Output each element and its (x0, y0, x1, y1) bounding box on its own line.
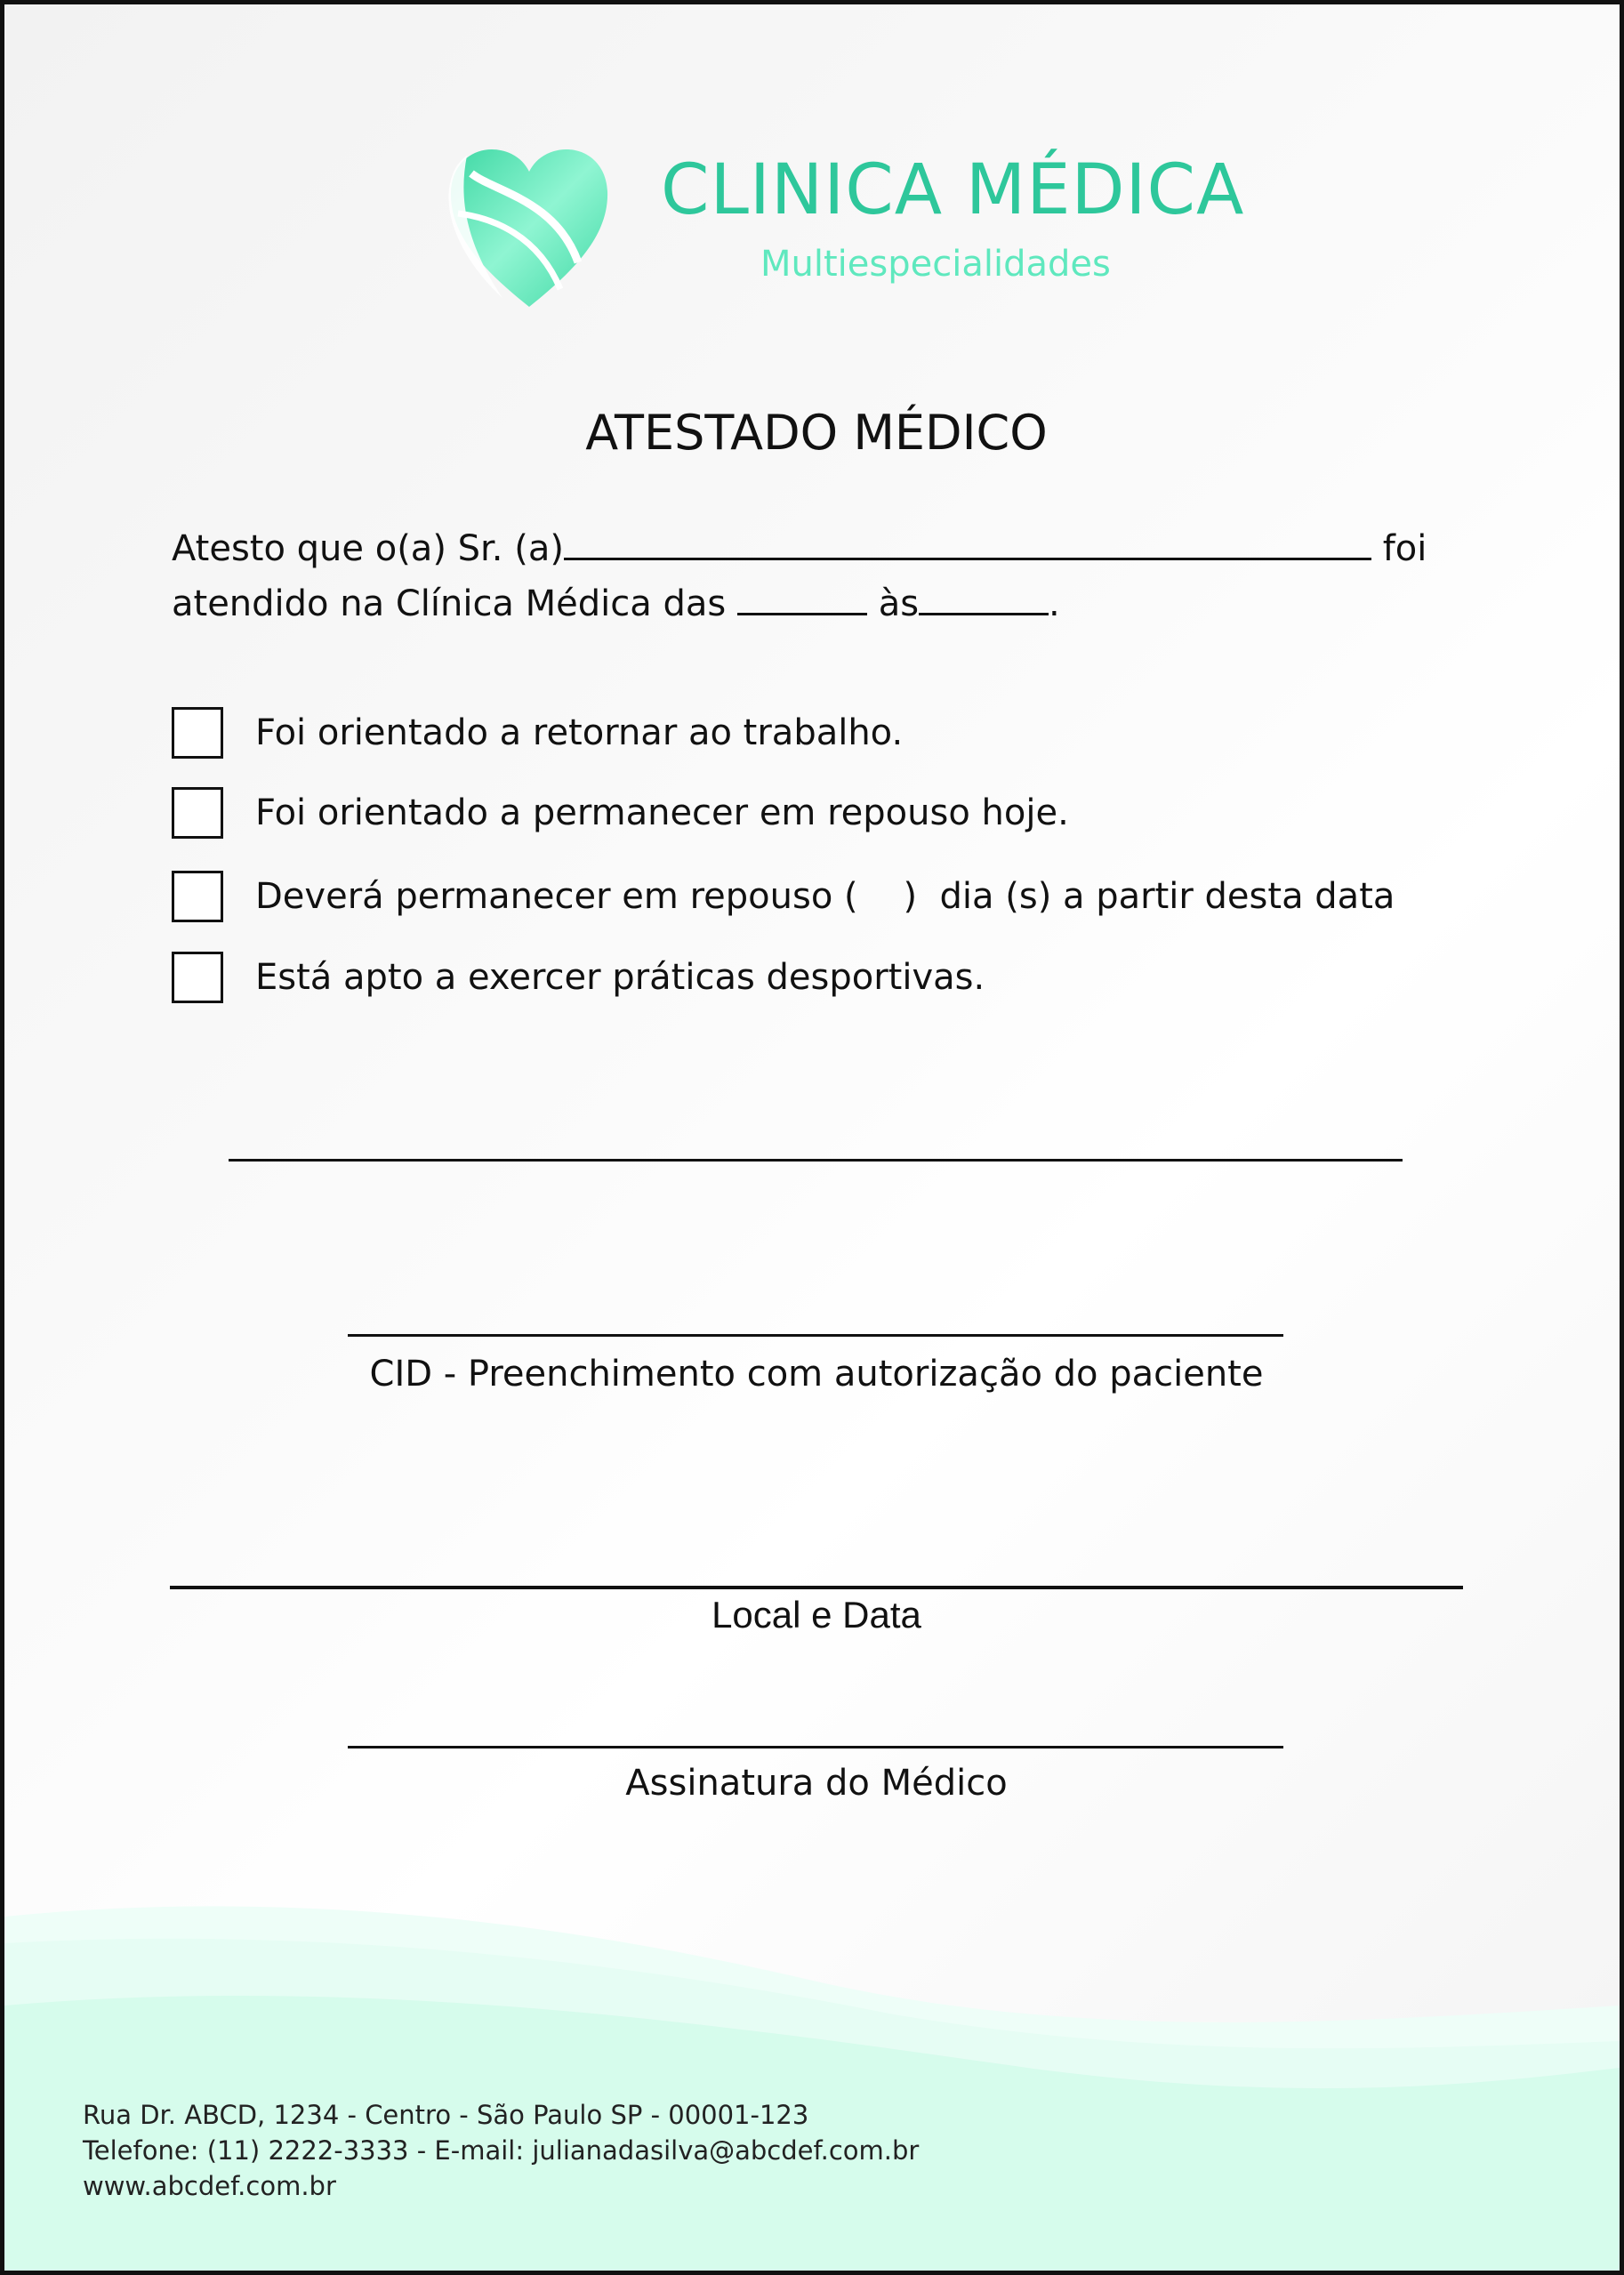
footer-address: Rua Dr. ABCD, 1234 - Centro - São Paulo SP - 00001-123 (83, 2100, 809, 2130)
signature-line[interactable] (348, 1746, 1283, 1748)
attest-line-2-end: . (1049, 583, 1060, 624)
attest-line-1 (172, 527, 1427, 567)
checkbox-label: Foi orientado a permanecer em repouso hoje. (255, 792, 1069, 833)
attest-line-2-mid: às (878, 583, 920, 624)
local-date-line[interactable] (170, 1586, 1463, 1589)
checkbox-row (172, 868, 1395, 925)
sports-fit-checkbox[interactable] (172, 952, 223, 1003)
local-date-caption: Local e Data (712, 1594, 921, 1636)
return-to-work-checkbox[interactable] (172, 707, 223, 759)
end-time-blank[interactable] (919, 583, 1049, 615)
footer-website[interactable]: www.abcdef.com.br (83, 2171, 336, 2201)
rest-today-checkbox[interactable] (172, 787, 223, 839)
observation-line[interactable] (229, 1159, 1403, 1162)
checkbox-row (172, 784, 1069, 841)
attest-line-1-end: foi (1382, 528, 1427, 569)
checkbox-label: Está apto a exercer práticas desportivas. (255, 957, 985, 998)
attest-line-2-start: atendido na Clínica Médica das (172, 583, 727, 624)
footer-wave-decoration (4, 1890, 1620, 2275)
cid-caption: CID - Preenchimento com autorização do paciente (369, 1354, 1264, 1395)
clinic-subtitle: Multiespecialidades (760, 244, 1111, 285)
checkbox-row (172, 949, 985, 1006)
footer-phone-email[interactable]: Telefone: (11) 2222-3333 - E-mail: julianadasilva@abcdef.com.br (83, 2135, 920, 2166)
document-title: ATESTADO MÉDICO (585, 405, 1048, 461)
heart-logo-icon (431, 138, 627, 316)
patient-name-blank[interactable] (564, 527, 1371, 560)
checkbox-label: Foi orientado a retornar ao trabalho. (255, 712, 904, 753)
clinic-name: CLINICA MÉDICA (661, 150, 1245, 230)
attest-line-1-start: Atesto que o(a) Sr. (a) (172, 528, 564, 569)
checkbox-label: Deverá permanecer em repouso ( ) dia (s) a partir desta data (255, 876, 1395, 917)
signature-caption: Assinatura do Médico (625, 1763, 1008, 1804)
footer-contact-info (83, 2097, 919, 2204)
rest-days-checkbox[interactable] (172, 871, 223, 922)
start-time-blank[interactable] (737, 583, 867, 615)
attest-line-2 (172, 583, 1060, 622)
cid-line[interactable] (348, 1334, 1283, 1337)
checkbox-row (172, 704, 903, 761)
